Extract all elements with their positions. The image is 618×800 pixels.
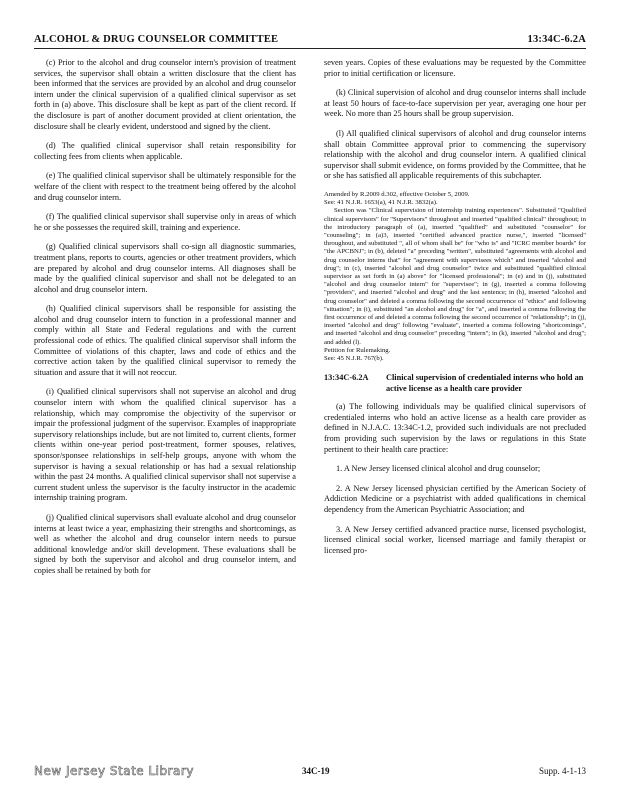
page-number: 34C-19 xyxy=(302,766,330,776)
list-item-2: 2. A New Jersey licensed physician certified by the American Society of Addiction Medicine or a psychiatrist with added qualifications in chemical dependency from the American Psychiatric Association; and xyxy=(324,483,586,514)
section-title: Clinical supervision of credentialed interns who hold an active license as a health care provider xyxy=(386,373,584,393)
amendment-citation: See: 41 N.J.R. 1653(a), 41 N.J.R. 3832(a). xyxy=(324,199,438,207)
paragraph-l: (l) All qualified clinical supervisors of alcohol and drug counselor interns shall obtain Committee approval prior to commencing the supervisory relationship with the alcohol and drug counselor intern. A qualified clinical supervisor shall submit evidence, on forms provided by the Committee, that he or she has satisfied all applicable requirements of this subchapter. xyxy=(324,128,586,181)
paragraph-f: (f) The qualified clinical supervisor shall supervise only in areas of which he or she possesses the required skill, training and experience. xyxy=(34,212,296,232)
paragraph-h: (h) Qualified clinical supervisors shall be responsible for assisting the alcohol and drug counselor intern to function in a professional manner and comply within all State and Federal regulations and with the current professional code of ethics. The qualified clinical supervisor shall inform the Committee of violations of this chapter, laws and code of ethics and the corrective action taken by the qualified clinical supervisor to remedy the situation and assure that it will not reoccur. xyxy=(34,304,296,377)
amendment-history xyxy=(324,191,586,363)
header-section-number: 13:34C-6.2A xyxy=(527,34,586,45)
paragraph-e: (e) The qualified clinical supervisor shall be ultimately responsible for the welfare of the client with respect to the treatment being offered by the alcohol and drug counselor intern. xyxy=(34,171,296,202)
library-watermark: New Jersey State Library xyxy=(34,764,194,778)
paragraph-j: (j) Qualified clinical supervisors shall evaluate alcohol and drug counselor interns at least twice a year, emphasizing their strengths and shortcomings, as well as whether the alcohol and drug counselor intern needs to pursue additional knowledge and/or skill development. These evaluations shall be signed by both the supervisor and alcohol and drug counselor intern, and copies shall be retained by both for xyxy=(34,512,296,575)
petition-line: Petition for Rulemaking. xyxy=(324,346,391,354)
running-header xyxy=(34,34,586,49)
left-column xyxy=(34,58,296,586)
paragraph-j-continued: seven years. Copies of these evaluations may be requested by the Committee prior to initial certification or licensure. xyxy=(324,58,586,78)
amendment-line: Amended by R.2009 d.302, effective October 5, 2009. xyxy=(324,190,470,198)
paragraph-g: (g) Qualified clinical supervisors shall co-sign all diagnostic summaries, treatment plans, reports to courts, agencies or other treatment providers, which are prepared by alcohol and drug counselor interns. All diagnoses shall be made by the qualified clinical supervisor and shall not be delegated to an alcohol and drug counselor intern. xyxy=(34,242,296,294)
section-number: 13:34C-6.2A xyxy=(324,373,369,383)
amendment-notes: Section was "Clinical supervision of internship training experiences". Substituted "Qualified clinical supervisors" for "Supervisors" throughout and inserted "qualified clinical" throughout; in the introductory paragraph of (a), inserted "qualified" and substituted "counselor" for "counseling"; in (a)3, inserted "certified advanced practice nurse,", inserted "licensed" throughout, and substituted ", all of whom shall be" for "who is" and "ICRC member boards" for "the APCBNJ"; in (b), deleted "a" preceding "written", substituted "agreements with alcohol and drug counselor interns that" for "agreement with supervisees which" and inserted "alcohol and drug"; in (c), inserted "alcohol and drug counselor" twice and substituted "qualified clinical supervisor as set forth in (a) above" for "licensed professional"; in (e) and in (j), substituted "alcohol and drug counselor intern" for "supervisee"; in (g), inserted a comma following "providers", and inserted "alcohol and drug" and the last sentence; in (h), inserted "alcohol and drug counselor" and deleted a comma following the second occurrence of "ethics" and following "situation"; in (i), substituted "an alcohol and drug" for "a", and inserted a comma following the first occurrence of and deleted a comma following the second occurrence of "relationship"; in (j), inserted "alcohol and drug" following "evaluate", inserted a comma following "shortcomings", and inserted "alcohol and drug counselor" preceding "intern"; in (k), inserted "alcohol and drug"; and added (l). xyxy=(324,207,586,346)
section-paragraph-a: (a) The following individuals may be qualified clinical supervisors of credentialed interns who hold an active license as a health care provider as defined in N.J.A.C. 13:34C-1.2, provided such individuals are not precluded from providing such supervision by the laws or regulations in this State pertinent to their health care practice: xyxy=(324,402,586,454)
list-item-1: 1. A New Jersey licensed clinical alcohol and drug counselor; xyxy=(336,464,541,474)
list-item-3: 3. A New Jersey certified advanced practice nurse, licensed psychologist, licensed clinical social worker, licensed marriage and family therapist or licensed pro- xyxy=(324,524,586,555)
header-title: ALCOHOL & DRUG COUNSELOR COMMITTEE xyxy=(34,34,279,45)
right-column xyxy=(324,58,586,565)
supplement-date: Supp. 4-1-13 xyxy=(539,766,586,776)
paragraph-d: (d) The qualified clinical supervisor shall retain responsibility for collecting fees from clients when applicable. xyxy=(34,141,296,161)
petition-citation: See: 45 N.J.R. 767(b). xyxy=(324,355,384,362)
paragraph-k: (k) Clinical supervision of alcohol and drug counselor interns shall include at least 50 hours of face-to-face supervision per year, averaging one hour per week. No more than 25 hours shall be group supervision. xyxy=(324,88,586,119)
page-footer xyxy=(34,764,586,778)
section-heading xyxy=(324,373,586,394)
paragraph-c: (c) Prior to the alcohol and drug counselor intern's provision of treatment services, the supervisor shall obtain a written disclosure that the client has been informed that the services are provided by an alcohol and drug counselor intern under the clinical supervision of a qualified clinical supervisor as set forth in (a) above. This disclosure shall be kept as part of the client record. If the disclosure is part of another document provided at client orientation, the disclosure shall be clearly evident, understood and signed by the client. xyxy=(34,58,296,131)
paragraph-i: (i) Qualified clinical supervisors shall not supervise an alcohol and drug counselor intern with whom the qualified clinical supervisor has a relationship, which may compromise the objectivity of the supervisor or impair the professional judgment of the supervisor. Examples of inappropriate supervisory relationships include, but are not limited to, current clients, former clients within one-year period post-treatment, former spouses, relatives, sponsor/sponsee relationships in self-help groups, anyone with whom the supervisor is having a sexual relationship or has had a sexual relationship within the past 24 months. A qualified clinical supervisor shall not supervise a current student unless the supervisor is the faculty instructor in the academic internship training program. xyxy=(34,387,296,503)
